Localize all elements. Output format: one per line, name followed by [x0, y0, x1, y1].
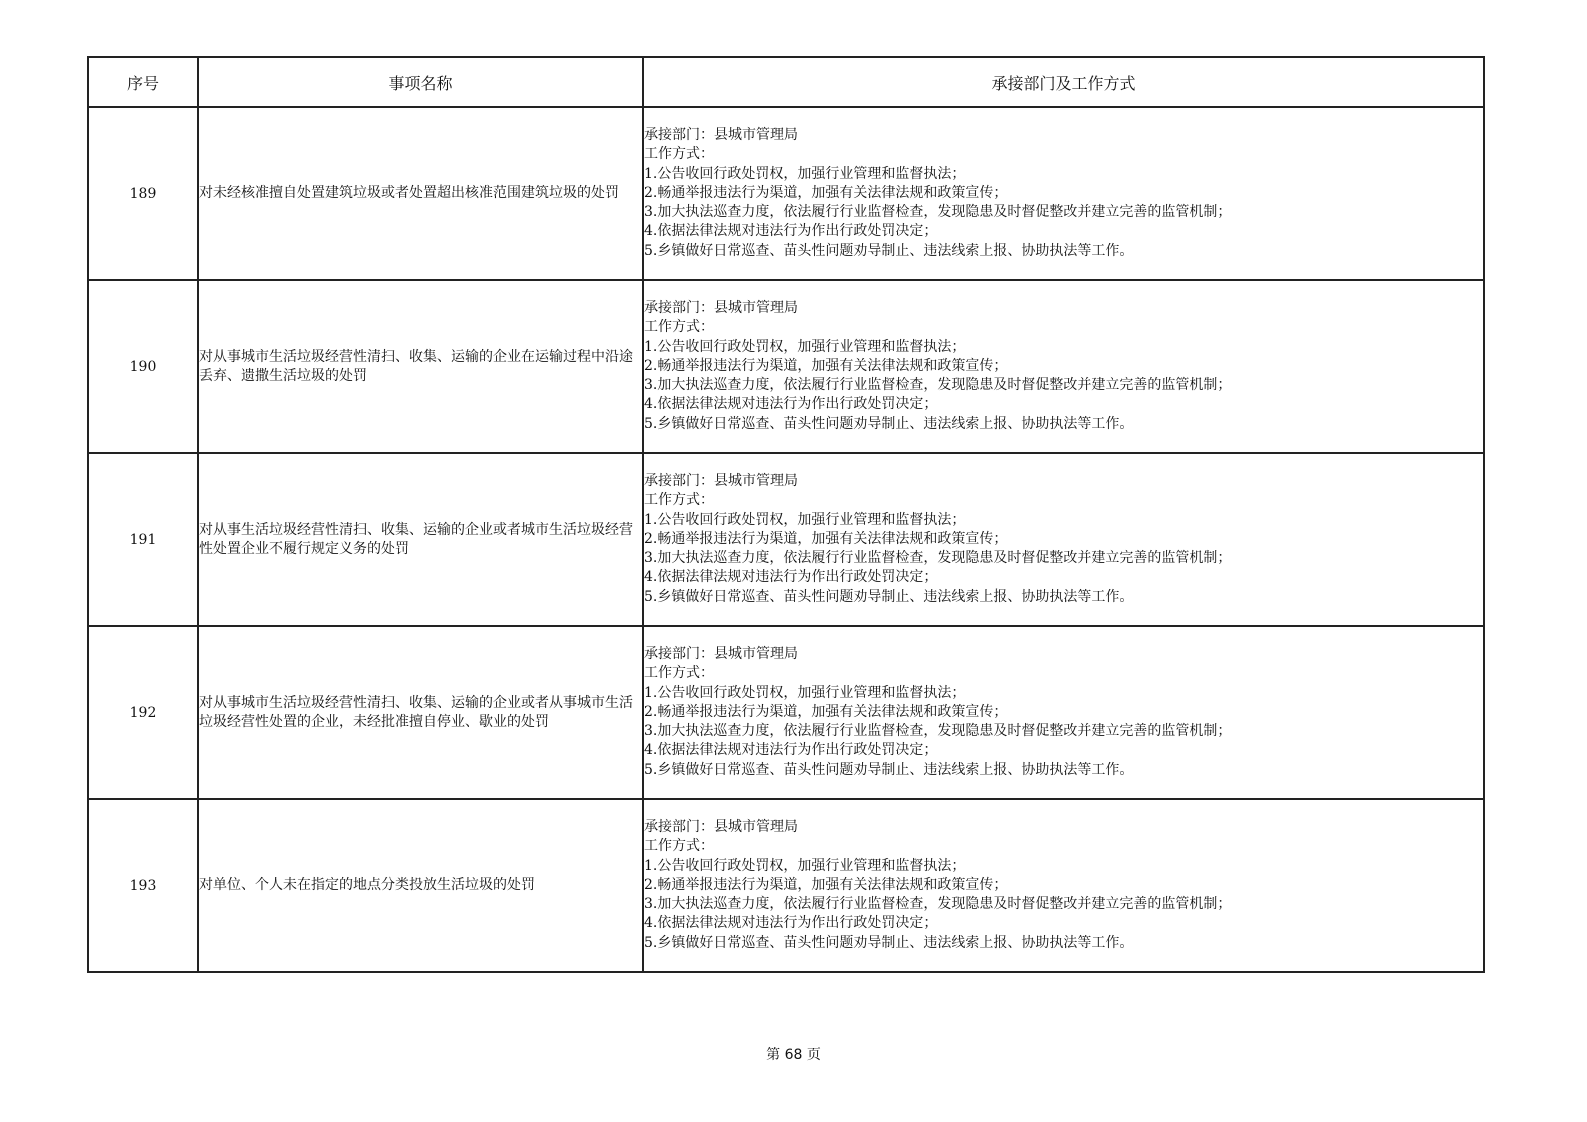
row-dept-method — [643, 280, 1484, 453]
dept-line: 承接部门：县城市管理局 — [644, 818, 798, 835]
method-step: 3.加大执法巡查力度，依法履行行业监督检查，发现隐患及时督促整改并建立完善的监管机制； — [644, 377, 1232, 394]
row-dept-method — [643, 453, 1484, 626]
method-label: 工作方式： — [644, 838, 714, 855]
method-step: 5.乡镇做好日常巡查、苗头性问题劝导制止、违法线索上报、协助执法等工作。 — [644, 934, 1134, 951]
method-step: 2.畅通举报违法行为渠道，加强有关法律法规和政策宣传； — [644, 184, 1008, 201]
method-label: 工作方式： — [644, 319, 714, 336]
method-step: 4.依据法律法规对违法行为作出行政处罚决定； — [644, 396, 938, 413]
table-row — [88, 280, 1484, 453]
method-step: 2.畅通举报违法行为渠道，加强有关法律法规和政策宣传； — [644, 530, 1008, 547]
method-label: 工作方式： — [644, 665, 714, 682]
dept-line: 承接部门：县城市管理局 — [644, 126, 798, 143]
method-step: 3.加大执法巡查力度，依法履行行业监督检查，发现隐患及时督促整改并建立完善的监管机制； — [644, 723, 1232, 740]
dept-line: 承接部门：县城市管理局 — [644, 472, 798, 489]
row-dept-method — [643, 626, 1484, 799]
method-label: 工作方式： — [644, 492, 714, 509]
row-seq: 190 — [88, 280, 198, 453]
row-matter-name: 对从事城市生活垃圾经营性清扫、收集、运输的企业或者从事城市生活垃圾经营性处置的企业，未经批准擅自停业、歇业的处罚 — [198, 626, 643, 799]
method-step: 2.畅通举报违法行为渠道，加强有关法律法规和政策宣传； — [644, 357, 1008, 374]
header-dept: 承接部门及工作方式 — [643, 57, 1484, 107]
row-matter-name: 对从事生活垃圾经营性清扫、收集、运输的企业或者城市生活垃圾经营性处置企业不履行规定义务的处罚 — [198, 453, 643, 626]
header-row — [88, 57, 1484, 107]
method-step: 5.乡镇做好日常巡查、苗头性问题劝导制止、违法线索上报、协助执法等工作。 — [644, 242, 1134, 259]
row-dept-method — [643, 107, 1484, 280]
row-seq: 193 — [88, 799, 198, 972]
method-step: 1.公告收回行政处罚权，加强行业管理和监督执法； — [644, 511, 966, 528]
row-matter-name: 对单位、个人未在指定的地点分类投放生活垃圾的处罚 — [198, 799, 643, 972]
dept-line: 承接部门：县城市管理局 — [644, 299, 798, 316]
method-step: 2.畅通举报违法行为渠道，加强有关法律法规和政策宣传； — [644, 876, 1008, 893]
method-step: 4.依据法律法规对违法行为作出行政处罚决定； — [644, 742, 938, 759]
matters-table — [87, 56, 1485, 973]
method-step: 1.公告收回行政处罚权，加强行业管理和监督执法； — [644, 857, 966, 874]
table-row — [88, 107, 1484, 280]
row-seq: 192 — [88, 626, 198, 799]
method-step: 1.公告收回行政处罚权，加强行业管理和监督执法； — [644, 338, 966, 355]
method-step: 4.依据法律法规对违法行为作出行政处罚决定； — [644, 915, 938, 932]
method-step: 5.乡镇做好日常巡查、苗头性问题劝导制止、违法线索上报、协助执法等工作。 — [644, 761, 1134, 778]
method-step: 3.加大执法巡查力度，依法履行行业监督检查，发现隐患及时督促整改并建立完善的监管机制； — [644, 896, 1232, 913]
row-dept-method — [643, 799, 1484, 972]
method-label: 工作方式： — [644, 146, 714, 163]
header-name: 事项名称 — [198, 57, 643, 107]
method-step: 3.加大执法巡查力度，依法履行行业监督检查，发现隐患及时督促整改并建立完善的监管机制； — [644, 204, 1232, 221]
row-matter-name: 对未经核准擅自处置建筑垃圾或者处置超出核准范围建筑垃圾的处罚 — [198, 107, 643, 280]
row-seq: 189 — [88, 107, 198, 280]
method-step: 1.公告收回行政处罚权，加强行业管理和监督执法； — [644, 684, 966, 701]
page-number: 第 68 页 — [766, 1047, 821, 1063]
method-step: 4.依据法律法规对违法行为作出行政处罚决定； — [644, 223, 938, 240]
method-step: 2.畅通举报违法行为渠道，加强有关法律法规和政策宣传； — [644, 703, 1008, 720]
row-matter-name: 对从事城市生活垃圾经营性清扫、收集、运输的企业在运输过程中沿途丢弃、遗撒生活垃圾的处罚 — [198, 280, 643, 453]
table-row — [88, 626, 1484, 799]
method-step: 3.加大执法巡查力度，依法履行行业监督检查，发现隐患及时督促整改并建立完善的监管机制； — [644, 550, 1232, 567]
method-step: 4.依据法律法规对违法行为作出行政处罚决定； — [644, 569, 938, 586]
method-step: 1.公告收回行政处罚权，加强行业管理和监督执法； — [644, 165, 966, 182]
table-row — [88, 453, 1484, 626]
header-seq: 序号 — [88, 57, 198, 107]
method-step: 5.乡镇做好日常巡查、苗头性问题劝导制止、违法线索上报、协助执法等工作。 — [644, 415, 1134, 432]
method-step: 5.乡镇做好日常巡查、苗头性问题劝导制止、违法线索上报、协助执法等工作。 — [644, 588, 1134, 605]
row-seq: 191 — [88, 453, 198, 626]
table-row — [88, 799, 1484, 972]
dept-line: 承接部门：县城市管理局 — [644, 645, 798, 662]
